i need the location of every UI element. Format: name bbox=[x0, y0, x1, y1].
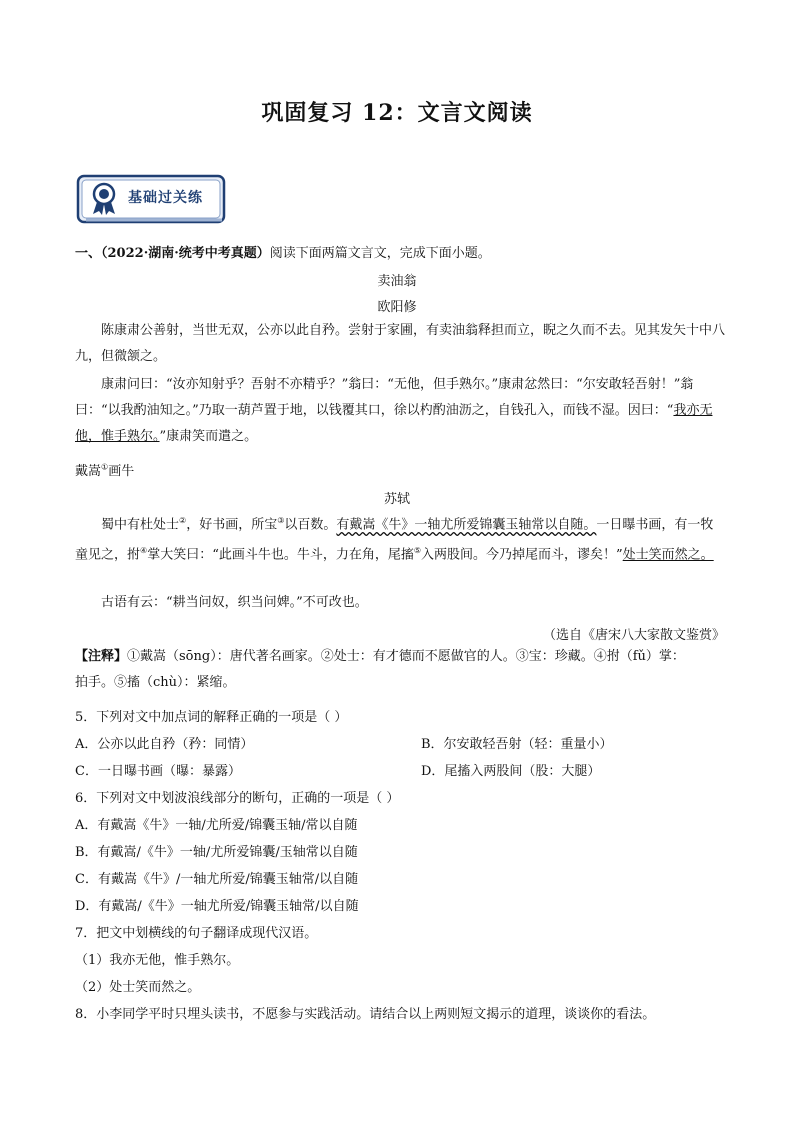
text2-paragraph-1 bbox=[75, 508, 725, 569]
option-5d[interactable]: D．尾搐入两股间（股：大腿） bbox=[421, 764, 601, 779]
option-5a[interactable]: A．公亦以此自矜（矜：同情） bbox=[75, 737, 254, 752]
text2-title bbox=[75, 460, 725, 479]
page-title: 巩固复习 12：文言文阅读 bbox=[261, 100, 533, 126]
text2-title-pre: 戴嵩 bbox=[75, 464, 102, 479]
footnote-mark: ⑤ bbox=[413, 546, 422, 556]
question-7-sub-2: （2）处士笑而然之。 bbox=[75, 980, 201, 995]
option-6b[interactable]: B．有戴嵩/《牛》一轴/尤所爱锦囊/玉轴常以自随 bbox=[75, 845, 358, 860]
question-8-stem: 8．小李同学平时只埋头读书，不愿参与实践活动。请结合以上两则短文揭示的道理，谈谈你的看法。 bbox=[75, 1007, 656, 1022]
text1-p2-part-b: ”康肃笑而遣之。 bbox=[159, 429, 258, 444]
text1-paragraph-1: 陈康肃公善射，当世无双，公亦以此自矜。尝射于家圃，有卖油翁释担而立，睨之久而不去。见其发矢十中八九，但微颔之。 bbox=[75, 323, 726, 364]
text1-author: 欧阳修 bbox=[377, 300, 417, 315]
wavy-underlined-sentence: 有戴嵩《牛》一轴尤所爱锦囊玉轴常以自随。 bbox=[336, 517, 597, 533]
text1-paragraph-2 bbox=[75, 372, 725, 450]
underlined-sentence-1: 我亦无他，惟手熟尔。 bbox=[75, 403, 713, 444]
option-6a[interactable]: A．有戴嵩《牛》一轴/尤所爱/锦囊玉轴/常以自随 bbox=[75, 818, 358, 833]
text2-title-post: 画牛 bbox=[108, 464, 135, 479]
question-instruction: 阅读下面两篇文言文，完成下面小题。 bbox=[269, 246, 491, 261]
question-number: 一、 bbox=[75, 246, 102, 261]
footnote-mark: ① bbox=[101, 462, 109, 472]
text2-source: （选自《唐宋八大家散文鉴赏》 bbox=[542, 628, 725, 643]
question-5-stem: 5．下列对文中加点词的解释正确的一项是（ ） bbox=[75, 710, 348, 725]
question-5-row-2 bbox=[75, 760, 725, 779]
notes-line-1: ①戴嵩（sōng）：唐代著名画家。②处士：有才德而不愿做官的人。③宝：珍藏。④拊（fǔ）掌： bbox=[127, 649, 685, 664]
question-source: （2022·湖南·统考中考真题） bbox=[101, 246, 270, 261]
underlined-sentence-2: 处士笑而然之。 bbox=[622, 547, 714, 563]
text1-title: 卖油翁 bbox=[377, 274, 417, 289]
text2-p1-e: 掌大笑曰：“此画斗牛也。牛斗，力在角，尾搐 bbox=[147, 547, 414, 563]
option-6c[interactable]: C．有戴嵩《牛》/一轴尤所爱/锦囊玉轴常/以自随 bbox=[75, 872, 359, 887]
notes-label: 【注释】 bbox=[75, 649, 128, 664]
text2-p1-f: 入两股间。今乃掉尾而斗，谬矣！” bbox=[421, 547, 623, 563]
text1-p2-part-a: 康肃问曰：“汝亦知射乎？吾射不亦精乎？”翁曰：“无他，但手熟尔。”康肃忿然曰：“尔安敢轻吾射！”翁曰：“以我酌油知之。”乃取一葫芦置于地，以钱覆其口，徐以杓酌油沥之，自钱孔入，而钱不湿。因曰：“ bbox=[75, 377, 694, 418]
notes bbox=[75, 644, 725, 696]
text2-author: 苏轼 bbox=[383, 492, 410, 507]
footnote-mark: ② bbox=[179, 516, 187, 525]
text2-p1-c: 以百数。 bbox=[284, 517, 337, 533]
option-6d[interactable]: D．有戴嵩/《牛》一轴尤所爱/锦囊玉轴常/以自随 bbox=[75, 899, 359, 914]
text2-p1-b: ，好书画，所宝 bbox=[186, 517, 278, 533]
text2-p1-a: 蜀中有杜处士 bbox=[101, 517, 180, 533]
question-intro bbox=[75, 242, 725, 261]
question-7-stem: 7．把文中划横线的句子翻译成现代汉语。 bbox=[75, 926, 318, 941]
text2-p1-d: 一日曝书画，有一牧童见之，拊 bbox=[75, 517, 714, 563]
footnote-mark: ③ bbox=[277, 516, 285, 525]
question-7-sub-1: （1）我亦无他，惟手熟尔。 bbox=[75, 953, 240, 968]
option-5b[interactable]: B．尔安敢轻吾射（轻：重量小） bbox=[421, 737, 613, 752]
footnote-mark: ④ bbox=[140, 546, 148, 556]
question-5-row-1 bbox=[75, 733, 725, 752]
section-badge bbox=[76, 172, 226, 226]
notes-line-2: 拍手。⑤搐（chù）：紧缩。 bbox=[75, 675, 236, 690]
text2-paragraph-2: 古语有云：“耕当问奴，织当问婢。”不可改也。 bbox=[101, 595, 368, 610]
question-6-stem: 6．下列对文中划波浪线部分的断句，正确的一项是（ ） bbox=[75, 791, 400, 806]
badge-label: 基础过关练 bbox=[128, 190, 203, 206]
option-5c[interactable]: C．一日曝书画（曝：暴露） bbox=[75, 764, 241, 779]
